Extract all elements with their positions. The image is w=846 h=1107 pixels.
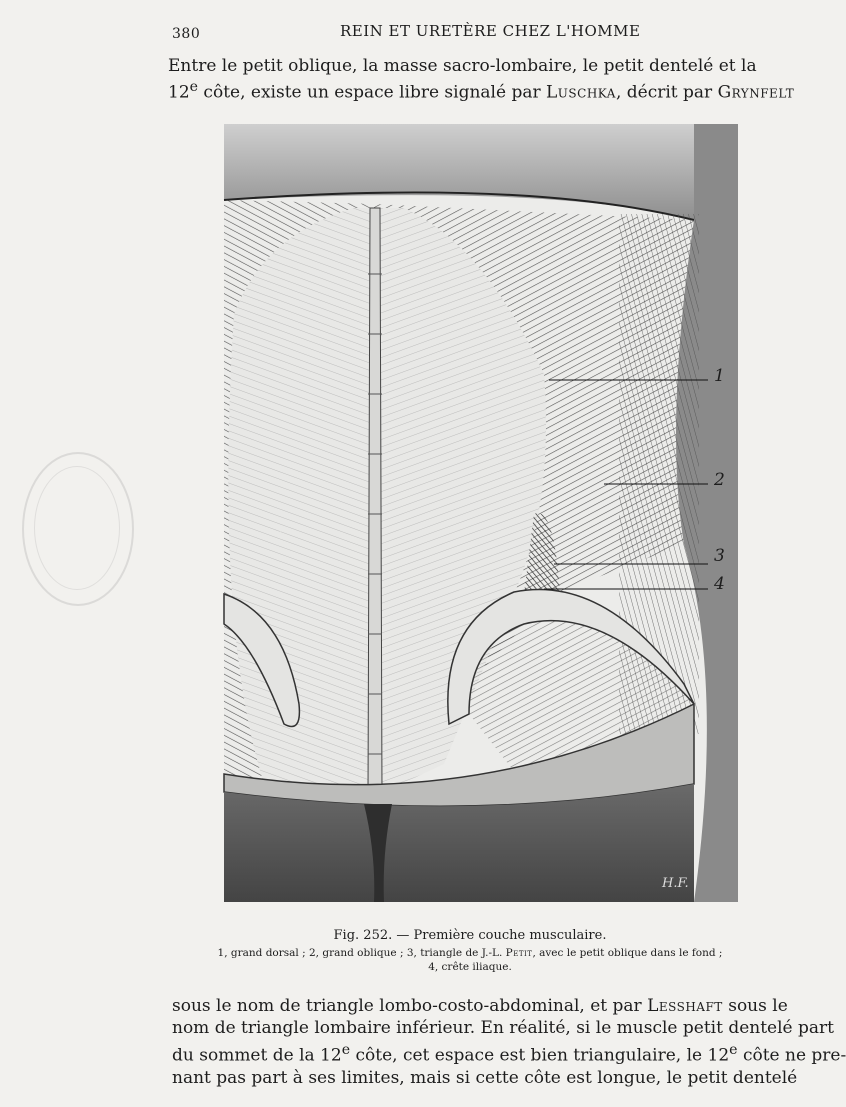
text-fragment: 12 — [168, 82, 190, 103]
library-stamp-inner — [34, 466, 120, 590]
author-name: Petit — [505, 947, 533, 959]
page-header — [172, 22, 772, 46]
paragraph-bottom — [172, 995, 846, 1089]
figure-label-4: 4 — [714, 574, 725, 594]
back-muscles-illustration — [224, 124, 738, 902]
running-title: REIN ET URETÈRE CHEZ L'HOMME — [340, 22, 641, 40]
text-line: nant pas part à ses limites, mais si cette côte est longue, le petit dentelé — [172, 1067, 798, 1088]
figure-label-1: 1 — [714, 366, 725, 386]
text-line — [172, 995, 788, 1017]
artist-signature: H.F. — [662, 876, 689, 891]
text-line — [172, 1039, 846, 1067]
author-name: Grynfelt — [717, 82, 795, 103]
legend-line — [168, 946, 772, 960]
text-fragment: côte ne pre- — [737, 1045, 846, 1066]
text-line: Entre le petit oblique, la masse sacro-lombaire, le petit dentelé et la — [168, 56, 757, 76]
library-stamp — [22, 452, 134, 606]
text-line — [168, 77, 795, 104]
page-number: 380 — [172, 26, 201, 42]
paragraph-top — [168, 56, 795, 104]
text-fragment: côte, cet espace est bien triangulaire, le 12 — [350, 1045, 730, 1066]
text-fragment: du sommet de la 12 — [172, 1045, 342, 1066]
text-fragment: sous le nom de triangle lombo-costo-abdominal, et par — [172, 996, 648, 1016]
text-fragment: , avec le petit oblique dans le fond ; — [532, 947, 723, 959]
superscript: e — [729, 1042, 738, 1058]
figure-caption-title: Fig. 252. — Première couche musculaire. — [333, 928, 607, 943]
anatomical-figure — [224, 124, 738, 902]
text-fragment: côte, existe un espace libre signalé par — [198, 82, 547, 103]
text-fragment: sous le — [722, 996, 788, 1016]
author-name: Luschka — [546, 82, 616, 103]
figure-legend — [168, 946, 772, 974]
text-fragment: 1, grand dorsal ; 2, grand oblique ; 3, triangle de J.-L. — [217, 947, 506, 959]
superscript: e — [189, 79, 199, 95]
legend-line: 4, crête iliaque. — [428, 961, 512, 973]
text-line: nom de triangle lombaire inférieur. En réalité, si le muscle petit dentelé part — [172, 1018, 834, 1038]
text-fragment: , décrit par — [615, 82, 718, 103]
figure-label-2: 2 — [714, 470, 725, 490]
figure-label-3: 3 — [714, 546, 725, 566]
superscript: e — [341, 1042, 351, 1058]
author-name: Lesshaft — [647, 996, 723, 1016]
